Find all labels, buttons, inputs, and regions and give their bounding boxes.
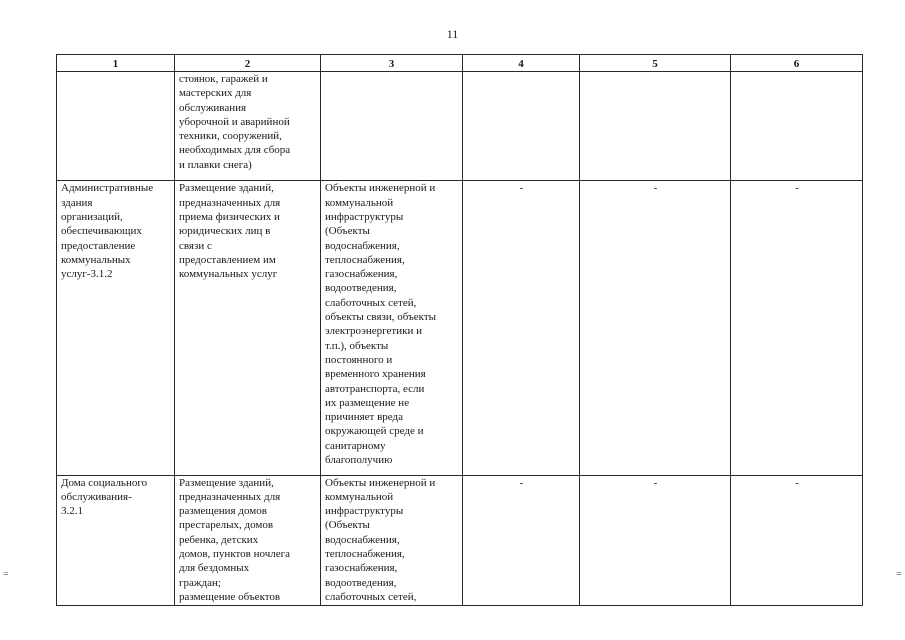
cell-text: Объекты инженерной и коммунальной инфраструктуры (Объекты водоснабжения, теплоснабжения, газоснабжения, водоотведения, слаботочных сетей, — [325, 476, 436, 603]
column-header-5: 5 — [580, 55, 731, 72]
table-cell — [321, 72, 463, 181]
cell-text: Дома социального обслуживания- 3.2.1 — [61, 476, 148, 518]
cell-text: Административные здания организаций, обеспечивающих предоставление коммунальных услуг-3.1.2 — [61, 182, 154, 281]
table-cell — [57, 475, 175, 606]
table-cell — [175, 181, 321, 475]
column-header-1: 1 — [57, 55, 175, 72]
table-cell — [463, 72, 580, 181]
table-cell — [731, 72, 863, 181]
table-cell — [321, 475, 463, 606]
column-header-4: 4 — [463, 55, 580, 72]
cell-text: - — [795, 182, 799, 195]
land-use-table — [56, 54, 863, 606]
scan-edge-mark-left: = — [3, 569, 9, 580]
cell-text: - — [519, 476, 524, 489]
cell-text: - — [519, 182, 524, 195]
cell-text: Размещение зданий, предназначенных для размещения домов престарелых, домов ребенка, детских домов, пунктов ночлега для бездомных граждан; размещение объектов — [179, 476, 291, 603]
cell-text: Объекты инженерной и коммунальной инфраструктуры (Объекты водоснабжения, теплоснабжения, газоснабжения, водоотведения, слаботочных сетей, объекты связи, объекты электроэнергетики и т.п.), объекты постоянного и временного хранения автотранспорта, если их размещение не причиняет вреда окружающей среде и санитарному благополучию — [325, 182, 437, 467]
column-header-3: 3 — [321, 55, 463, 72]
table-cell — [731, 475, 863, 606]
table-header-row — [57, 55, 863, 72]
page-number: 11 — [446, 27, 459, 41]
table-cell — [731, 181, 863, 475]
column-header-6: 6 — [731, 55, 863, 72]
table-cell — [57, 181, 175, 475]
table-row — [57, 181, 863, 475]
cell-text: - — [653, 182, 658, 195]
scan-edge-mark-right: = — [896, 569, 902, 580]
table-row — [57, 72, 863, 181]
cell-text: - — [795, 476, 799, 489]
cell-text: Размещение зданий, предназначенных для приема физических и юридических лиц в связи с предоставлением им коммунальных услуг — [179, 182, 281, 281]
table-cell — [57, 72, 175, 181]
cell-text: стоянок, гаражей и мастерских для обслуживания уборочной и аварийной техники, сооружений, необходимых для сбора и плавки снега) — [179, 73, 291, 171]
column-header-2: 2 — [175, 55, 321, 72]
table-cell — [175, 475, 321, 606]
table-cell — [463, 475, 580, 606]
table-cell — [580, 181, 731, 475]
table-cell — [175, 72, 321, 181]
table-row — [57, 475, 863, 606]
table-cell — [321, 181, 463, 475]
table-cell — [580, 475, 731, 606]
cell-text: - — [653, 476, 658, 489]
table-cell — [463, 181, 580, 475]
table-cell — [580, 72, 731, 181]
